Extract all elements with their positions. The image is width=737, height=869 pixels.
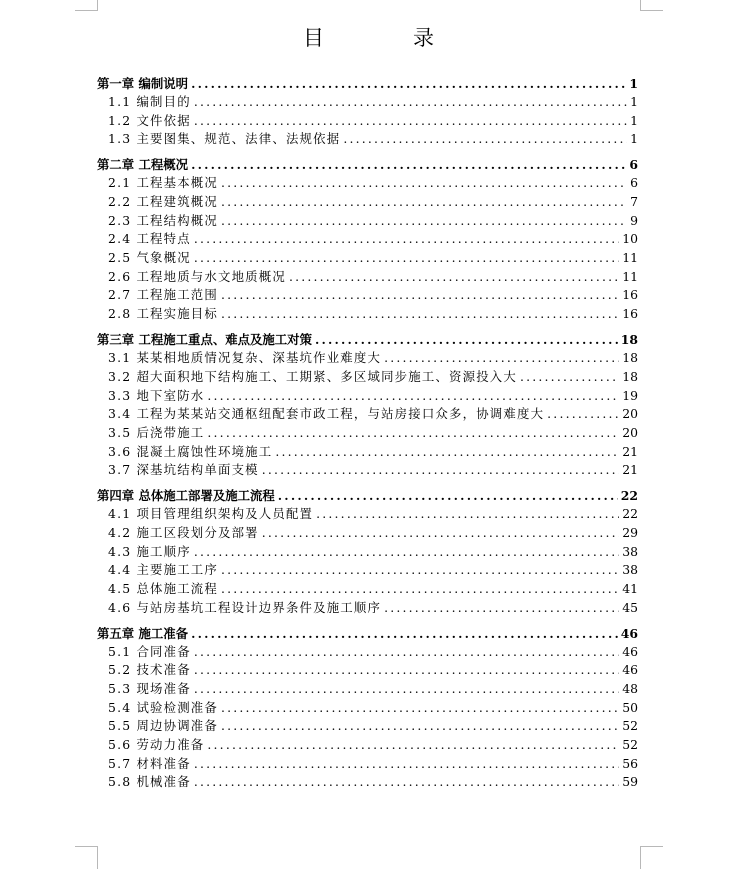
toc-section-entry[interactable] <box>97 93 638 112</box>
toc-section-entry[interactable] <box>97 424 638 443</box>
toc-entry-label: 第四章 总体施工部署及施工流程 <box>97 488 275 504</box>
toc-section-entry[interactable] <box>97 580 638 599</box>
toc-entry-label: 4.3 施工顺序 <box>108 543 191 559</box>
toc-dot-leader <box>194 661 619 680</box>
toc-section-entry[interactable] <box>97 643 638 662</box>
toc-entry-label: 3.6 混凝土腐蚀性环境施工 <box>108 443 273 459</box>
toc-entry-label: 1.2 文件依据 <box>108 112 191 128</box>
toc-section-entry[interactable] <box>97 599 638 618</box>
toc-dot-leader <box>207 387 619 406</box>
toc-section-entry[interactable] <box>97 387 638 406</box>
toc-section-entry[interactable] <box>97 212 638 231</box>
toc-entry-label: 2.2 工程建筑概况 <box>108 194 218 210</box>
toc-section-entry[interactable] <box>97 349 638 368</box>
toc-entry-label: 4.4 主要施工工序 <box>108 562 218 578</box>
toc-entry-label: 5.6 劳动力准备 <box>108 737 205 753</box>
toc-entry-label: 5.4 试验检测准备 <box>108 699 218 715</box>
crop-mark-top-right <box>640 0 663 11</box>
toc-section-entry[interactable] <box>97 543 638 562</box>
toc-entry-label: 3.2 超大面积地下结构施工、工期紧、多区域同步施工、资源投入大 <box>108 368 517 384</box>
toc-section-entry[interactable] <box>97 461 638 480</box>
toc-page-number: 59 <box>622 774 638 790</box>
toc-dot-leader <box>520 368 619 387</box>
toc-entry-label: 第二章 工程概况 <box>97 157 189 173</box>
toc-entry-label: 5.8 机械准备 <box>108 774 191 790</box>
toc-dot-leader <box>221 580 619 599</box>
toc-page-number: 56 <box>622 755 638 771</box>
toc-dot-leader <box>275 443 619 462</box>
toc-dot-leader <box>547 405 619 424</box>
toc-dot-leader <box>207 736 619 755</box>
toc-dot-leader <box>316 505 619 524</box>
toc-section-entry[interactable] <box>97 130 638 149</box>
toc-section-entry[interactable] <box>97 561 638 580</box>
toc-entry-label: 5.3 现场准备 <box>108 681 191 697</box>
toc-entry-label: 3.3 地下室防水 <box>108 387 205 403</box>
toc-entry-label: 3.5 后浇带施工 <box>108 424 205 440</box>
toc-page-number: 11 <box>622 268 638 284</box>
toc-section-entry[interactable] <box>97 524 638 543</box>
toc-entry-label: 2.7 工程施工范围 <box>108 287 218 303</box>
page-title: 目 录 <box>303 26 468 50</box>
toc-section-entry[interactable] <box>97 736 638 755</box>
toc-section-entry[interactable] <box>97 368 638 387</box>
toc-page-number: 1 <box>630 93 638 109</box>
toc-dot-leader <box>221 717 619 736</box>
toc-entry-label: 5.1 合同准备 <box>108 643 191 659</box>
toc-page-number: 50 <box>622 699 638 715</box>
toc-entry-label: 3.1 某某相地质情况复杂、深基坑作业难度大 <box>108 350 382 366</box>
toc-chapter-entry[interactable] <box>97 330 638 349</box>
toc-dot-leader <box>289 268 619 287</box>
toc-dot-leader <box>278 486 618 505</box>
toc-dot-leader <box>194 543 619 562</box>
toc-page-number: 20 <box>622 424 638 440</box>
toc-section-entry[interactable] <box>97 286 638 305</box>
toc-page-number: 18 <box>622 350 638 366</box>
toc-page-number: 41 <box>622 581 638 596</box>
toc-dot-leader <box>221 212 627 231</box>
toc-dot-leader <box>262 524 619 543</box>
toc-section-entry[interactable] <box>97 755 638 774</box>
toc-entry-label: 4.6 与站房基坑工程设计边界条件及施工顺序 <box>108 599 382 615</box>
toc-entry-label: 2.4 工程特点 <box>108 231 191 247</box>
toc-entry-label: 第一章 编制说明 <box>97 76 189 91</box>
toc-entry-label: 1.1 编制目的 <box>108 93 191 109</box>
toc-section-entry[interactable] <box>97 680 638 699</box>
toc-page-number: 1 <box>630 131 638 147</box>
toc-section-entry[interactable] <box>97 305 638 324</box>
toc-section-entry[interactable] <box>97 268 638 287</box>
toc-dot-leader <box>194 680 619 699</box>
toc-section-entry[interactable] <box>97 505 638 524</box>
toc-dot-leader <box>194 643 619 662</box>
toc-page-number: 21 <box>622 443 638 459</box>
toc-section-entry[interactable] <box>97 443 638 462</box>
toc-dot-leader <box>191 155 626 174</box>
toc-dot-leader <box>221 305 619 324</box>
toc-chapter-entry[interactable] <box>97 74 638 93</box>
toc-dot-leader <box>315 330 618 349</box>
toc-page-number: 9 <box>630 212 638 228</box>
toc-page-number: 38 <box>622 562 638 578</box>
toc-section-entry[interactable] <box>97 249 638 268</box>
toc-page-number: 16 <box>622 306 638 322</box>
table-of-contents <box>97 74 638 792</box>
toc-page-number: 46 <box>622 662 638 678</box>
toc-section-entry[interactable] <box>97 230 638 249</box>
toc-page-number: 1 <box>629 76 638 91</box>
toc-page-number: 6 <box>630 175 638 191</box>
toc-dot-leader <box>194 755 619 774</box>
toc-dot-leader <box>194 230 619 249</box>
toc-section-entry[interactable] <box>97 774 638 793</box>
toc-dot-leader <box>207 424 619 443</box>
toc-section-entry[interactable] <box>97 193 638 212</box>
toc-entry-label: 4.5 总体施工流程 <box>108 581 218 596</box>
toc-entry-label: 4.2 施工区段划分及部署 <box>108 524 259 540</box>
toc-entry-label: 4.1 项目管理组织架构及人员配置 <box>108 506 314 522</box>
toc-chapter-entry[interactable] <box>97 486 638 505</box>
toc-entry-label: 第五章 施工准备 <box>97 625 189 641</box>
crop-mark-bottom-right <box>640 846 663 869</box>
toc-dot-leader <box>384 349 619 368</box>
toc-page-number: 46 <box>622 643 638 659</box>
toc-dot-leader <box>343 130 627 149</box>
toc-dot-leader <box>221 193 627 212</box>
toc-dot-leader <box>262 461 619 480</box>
toc-page-number: 22 <box>620 488 638 504</box>
crop-mark-bottom-left <box>75 846 98 869</box>
toc-chapter-entry[interactable] <box>97 624 638 643</box>
toc-dot-leader <box>384 599 619 618</box>
toc-dot-leader <box>191 74 626 93</box>
toc-section-entry[interactable] <box>97 699 638 718</box>
toc-page-number: 20 <box>622 406 638 422</box>
toc-entry-label: 2.1 工程基本概况 <box>108 175 218 191</box>
toc-page-number: 7 <box>630 194 638 210</box>
toc-page-number: 10 <box>622 231 638 247</box>
toc-entry-label: 2.5 气象概况 <box>108 250 191 266</box>
toc-page-number: 22 <box>622 506 638 522</box>
toc-page-number: 52 <box>622 737 638 753</box>
toc-page-number: 38 <box>622 543 638 559</box>
toc-entry-label: 5.7 材料准备 <box>108 755 191 771</box>
toc-entry-label: 3.7 深基坑结构单面支模 <box>108 462 259 478</box>
toc-dot-leader <box>221 699 619 718</box>
toc-entry-label: 2.3 工程结构概况 <box>108 212 218 228</box>
toc-page-number: 6 <box>629 157 638 173</box>
toc-entry-label: 5.2 技术准备 <box>108 662 191 678</box>
toc-page-number: 46 <box>620 625 638 641</box>
toc-entry-label: 2.8 工程实施目标 <box>108 306 218 322</box>
toc-page-number: 16 <box>622 287 638 303</box>
toc-page-number: 21 <box>622 462 638 478</box>
toc-chapter-entry[interactable] <box>97 155 638 174</box>
toc-page-number: 45 <box>622 599 638 615</box>
toc-dot-leader <box>194 249 619 268</box>
toc-section-entry[interactable] <box>97 661 638 680</box>
toc-entry-label: 第三章 工程施工重点、难点及施工对策 <box>97 332 312 348</box>
toc-dot-leader <box>221 286 619 305</box>
toc-page-number: 52 <box>622 718 638 734</box>
toc-dot-leader <box>194 773 619 792</box>
toc-page-number: 11 <box>622 250 638 266</box>
toc-dot-leader <box>194 93 627 112</box>
toc-page-number: 29 <box>622 524 638 540</box>
toc-entry-label: 5.5 周边协调准备 <box>108 718 218 734</box>
toc-entry-label: 3.4 工程为某某站交通枢纽配套市政工程，与站房接口众多，协调难度大 <box>108 406 545 422</box>
toc-page-number: 1 <box>630 112 638 128</box>
toc-page-number: 18 <box>620 332 638 348</box>
toc-entry-label: 2.6 工程地质与水文地质概况 <box>108 268 286 284</box>
crop-mark-top-left <box>75 0 98 11</box>
toc-section-entry[interactable] <box>97 174 638 193</box>
toc-section-entry[interactable] <box>97 717 638 736</box>
toc-dot-leader <box>221 561 619 580</box>
toc-dot-leader <box>194 112 627 131</box>
toc-page-number: 19 <box>622 387 638 403</box>
toc-entry-label: 1.3 主要图集、规范、法律、法规依据 <box>108 131 341 147</box>
toc-dot-leader <box>191 624 618 643</box>
toc-page-number: 48 <box>622 681 638 697</box>
toc-dot-leader <box>221 174 627 193</box>
toc-section-entry[interactable] <box>97 405 638 424</box>
toc-page-number: 18 <box>622 368 638 384</box>
toc-section-entry[interactable] <box>97 112 638 131</box>
